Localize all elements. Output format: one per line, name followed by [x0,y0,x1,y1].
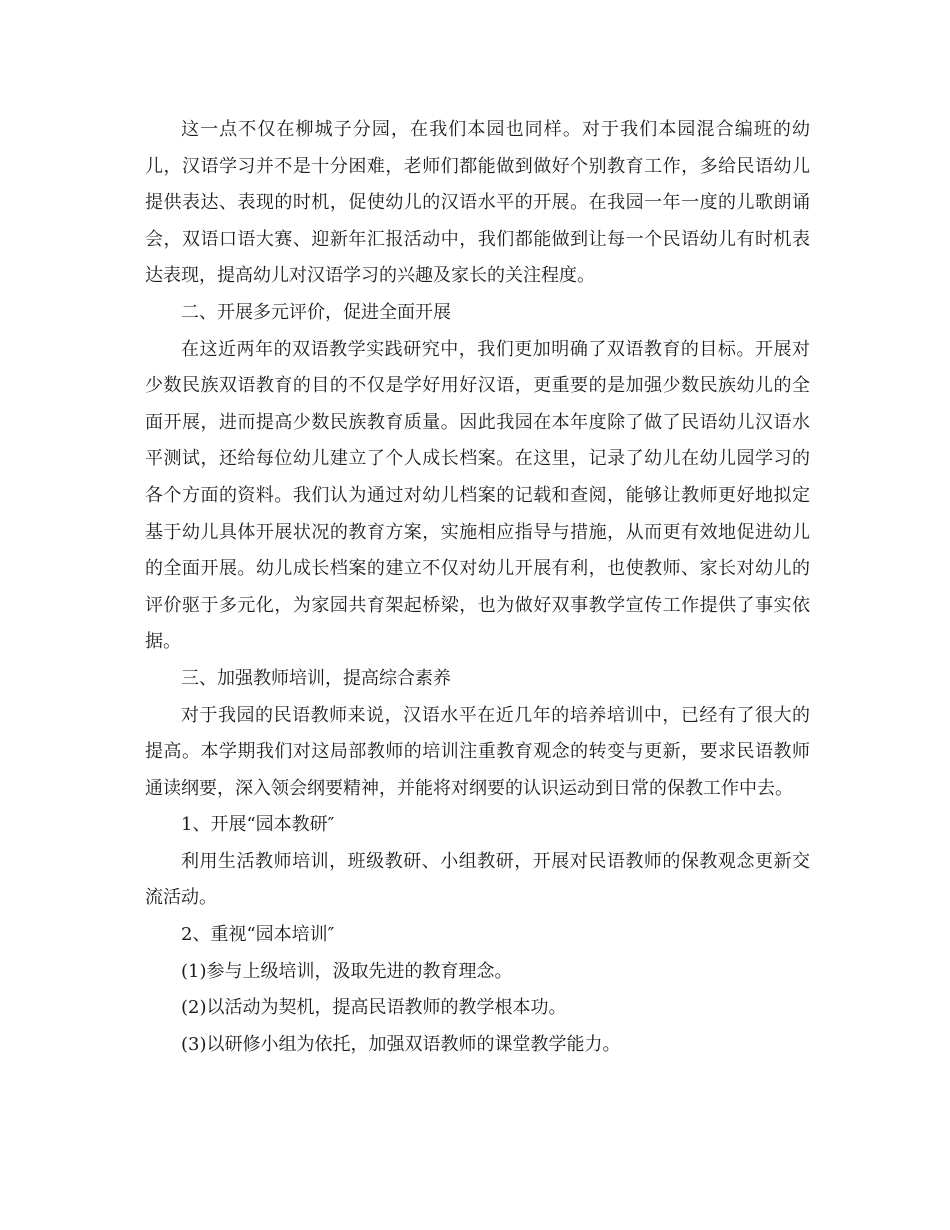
paragraph-section-3: 对于我园的民语教师来说，汉语水平在近几年的培养培训中，已经有了很大的提高。本学期我们对这局部教师的培训注重教育观念的转变与更新，要求民语教师通读纲要，深入领会纲要精神，并能将对纲要的认识运动到日常的保教工作中去。 [145,704,810,799]
paragraph-section-2: 在这近两年的双语教学实践研究中，我们更加明确了双语教育的目标。开展对少数民族双语教育的目的不仅是学好用好汉语，更重要的是加强少数民族幼儿的全面开展，进而提高少数民族教育质量。因此我园在本年度除了做了民语幼儿汉语水平测试，还给每位幼儿建立了个人成长档案。在这里，记录了幼儿在幼儿园学习的各个方面的资料。我们认为通过对幼儿档案的记载和查阅，能够让教师更好地拟定基于幼儿具体开展状况的教育方案，实施相应指导与措施，从而更有效地促进幼儿的全面开展。幼儿成长档案的建立不仅对幼儿开展有利，也使教师、家长对幼儿的评价驱于多元化，为家园共育架起桥梁，也为做好双事教学宣传工作提供了事实依据。 [145,338,810,653]
list-item-3: (3)以研修小组为依托，加强双语教师的课堂教学能力。 [181,1033,621,1055]
list-item-2: (2)以活动为契机，提高民语教师的教学根本功。 [181,997,567,1019]
heading-section-3: 三、加强教师培训，提高综合素养 [181,667,451,689]
paragraph-subheading-1: 利用生活教师培训，班级教研、小组教研，开展对民语教师的保教观念更新交流活动。 [145,850,810,909]
document-body [145,112,810,1063]
subheading-1: 1、开展“园本教研″ [181,814,335,836]
heading-section-2: 二、开展多元评价，促进全面开展 [181,301,451,323]
list-item-1: (1)参与上级培训，汲取先进的教育理念。 [181,960,513,982]
subheading-2: 2、重视“园本培训″ [181,924,335,946]
paragraph-intro: 这一点不仅在柳城子分园，在我们本园也同样。对于我们本园混合编班的幼儿，汉语学习并不是十分困难，老师们都能做到做好个别教育工作，多给民语幼儿提供表达、表现的时机，促使幼儿的汉语水平的开展。在我园一年一度的儿歌朗诵会，双语口语大赛、迎新年汇报活动中，我们都能做到让每一个民语幼儿有时机表达表现，提高幼儿对汉语学习的兴趣及家长的关注程度。 [145,119,810,287]
